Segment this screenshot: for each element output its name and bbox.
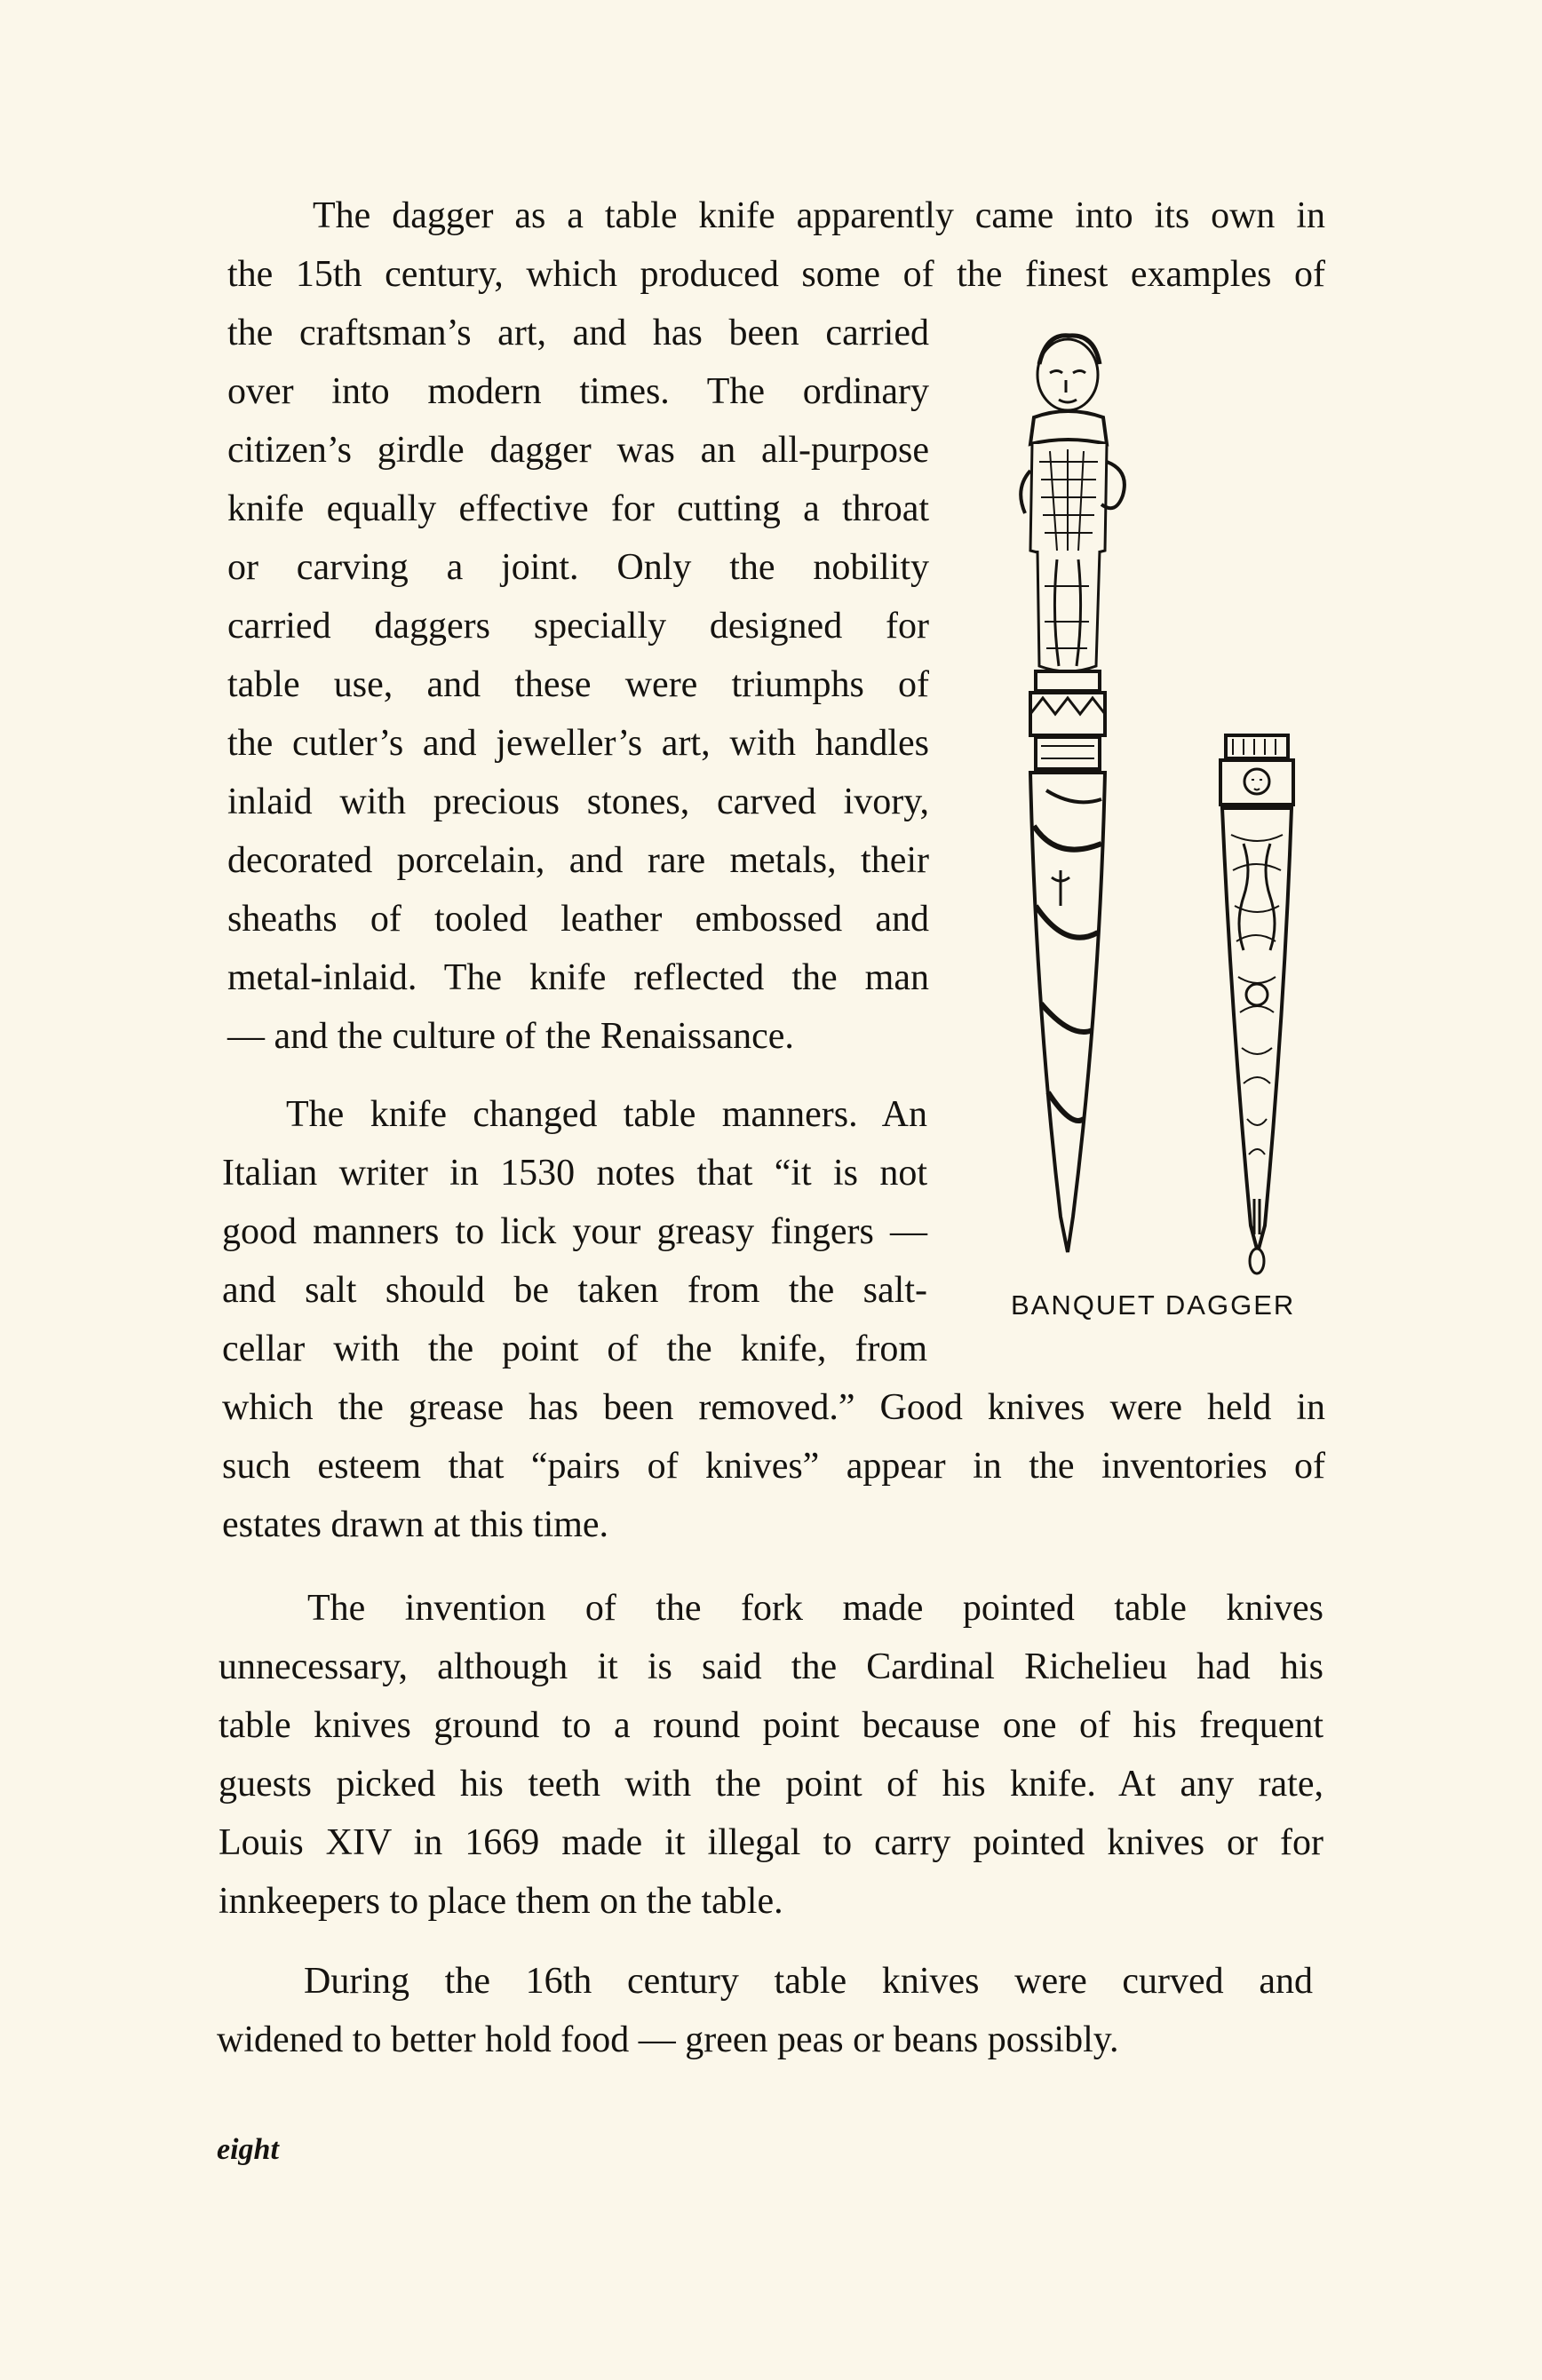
- text-line: Italian writer in 1530 notes that “it is not: [222, 1153, 927, 1194]
- text-line: cellar with the point of the knife, from: [222, 1329, 927, 1369]
- text-line: innkeepers to place them on the table.: [219, 1881, 783, 1922]
- text-line: table knives ground to a round point because one of his frequent: [219, 1705, 1323, 1746]
- text-line: — and the culture of the Renaissance.: [227, 1016, 794, 1057]
- text-line: knife equally effective for cutting a throat: [227, 488, 929, 529]
- text-line: table use, and these were triumphs of: [227, 664, 929, 705]
- text-line: The invention of the fork made pointed table knives: [307, 1588, 1323, 1629]
- text-line: During the 16th century table knives were curved and: [304, 1961, 1313, 2002]
- dagger-illustration: [995, 329, 1137, 1270]
- text-line: widened to better hold food — green peas or beans possibly.: [217, 2019, 1119, 2060]
- text-line: good manners to lick your greasy fingers —: [222, 1211, 927, 1252]
- text-line: carried daggers specially designed for: [227, 606, 929, 647]
- text-line: such esteem that “pairs of knives” appear in the inventories of: [222, 1446, 1325, 1487]
- text-line: and salt should be taken from the salt-: [222, 1270, 927, 1311]
- text-line: the 15th century, which produced some of the finest examples of: [227, 254, 1325, 295]
- text-line: inlaid with precious stones, carved ivory,: [227, 781, 929, 822]
- text-line: The knife changed table manners. An: [286, 1094, 927, 1135]
- sheath-illustration: [1208, 728, 1306, 1279]
- text-line: sheaths of tooled leather embossed and: [227, 899, 929, 940]
- text-line: the craftsman’s art, and has been carried: [227, 313, 929, 353]
- text-line: the cutler’s and jeweller’s art, with handles: [227, 723, 929, 764]
- text-line: or carving a joint. Only the nobility: [227, 547, 929, 588]
- figure-caption: BANQUET DAGGER: [1011, 1289, 1296, 1321]
- text-line: Louis XIV in 1669 made it illegal to carry pointed knives or for: [219, 1822, 1323, 1863]
- text-line: over into modern times. The ordinary: [227, 371, 929, 412]
- text-line: which the grease has been removed.” Good knives were held in: [222, 1387, 1325, 1428]
- text-line: unnecessary, although it is said the Cardinal Richelieu had his: [219, 1646, 1323, 1687]
- text-line: citizen’s girdle dagger was an all-purpose: [227, 430, 929, 471]
- text-line: guests picked his teeth with the point of his knife. At any rate,: [219, 1764, 1323, 1805]
- text-line: metal-inlaid. The knife reflected the man: [227, 957, 929, 998]
- page-number: eight: [217, 2133, 279, 2166]
- text-line: The dagger as a table knife apparently came into its own in: [313, 195, 1325, 236]
- text-line: estates drawn at this time.: [222, 1504, 609, 1545]
- text-line: decorated porcelain, and rare metals, their: [227, 840, 929, 881]
